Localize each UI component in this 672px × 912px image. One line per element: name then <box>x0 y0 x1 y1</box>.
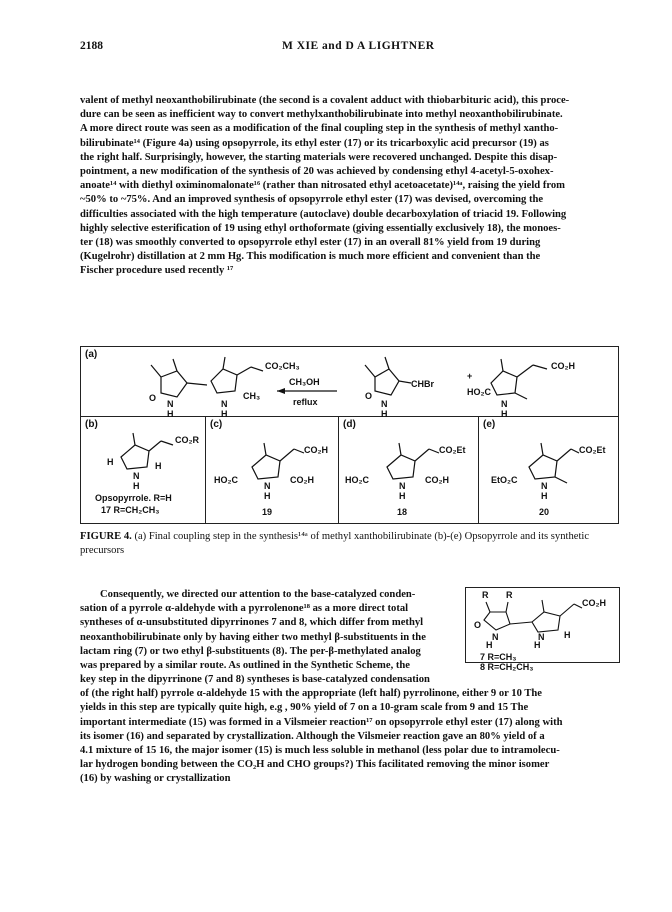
panel-label-a: (a) <box>85 349 98 360</box>
text-line: lar hydrogen bonding between the CO₂H and CHO groups?) This facilitated removing the minor isomer <box>80 759 550 771</box>
group-ch3: CH₃ <box>243 391 261 401</box>
dipyrrinone-structure <box>466 588 619 662</box>
substituent-r: R <box>506 590 513 600</box>
group-ho2c: HO₂C <box>214 475 238 485</box>
atom-h: H <box>381 409 388 417</box>
atom-h: H <box>486 640 493 650</box>
atom-n: N <box>541 481 548 491</box>
atom-h: H <box>221 409 228 417</box>
figure-caption <box>80 530 620 558</box>
text-line: sation of a pyrrole α-aldehyde with a pyrrolenone¹⁸ as a more direct total <box>80 603 409 615</box>
group-ho2c: HO₂C <box>467 387 491 397</box>
panel-label-e: (e) <box>483 419 496 430</box>
label-opsopyrrole: Opsopyrrole. R=H <box>95 493 172 503</box>
text-line: yields in this step are typically quite high, e.g , 90% yield of 7 on a 10-gram scale from 9 and 15 The <box>80 702 529 714</box>
text-line: (Kugelrohr) distillation at 2 mm Hg. This modification is much more efficient and convenient than the <box>80 251 541 263</box>
compound-19: 19 <box>262 507 273 517</box>
structure-opsopyrrole <box>81 417 206 523</box>
group-co2h: CO₂H <box>304 445 328 455</box>
text-line: important intermediate (15) was formed in a Vilsmeier reaction¹⁷ on opsopyrrole ethyl ester (17) along with <box>80 716 563 728</box>
panel-label-b: (b) <box>85 419 98 430</box>
atom-n: N <box>538 632 545 642</box>
scheme-a-structures <box>81 347 618 417</box>
atom-h: H <box>541 491 548 501</box>
caption-text: (a) Final coupling step in the synthesis¹⁴ᵃ of methyl xanthobilirubinate (b)-(e) Opsopyrrole and its synthetic precursors <box>80 531 590 556</box>
group-co2ch3: CO₂CH₃ <box>265 361 300 371</box>
atom-o: O <box>365 391 373 401</box>
group-co2h: CO₂H <box>290 475 314 485</box>
atom-o: O <box>149 393 157 403</box>
compound-18: 18 <box>397 507 408 517</box>
paragraph-2-narrow <box>80 588 458 673</box>
inset-structure-7-8 <box>465 587 620 672</box>
atom-n: N <box>264 481 271 491</box>
group-co2et: CO₂Et <box>579 445 606 455</box>
atom-h: H <box>264 491 271 501</box>
structure-18 <box>339 417 479 523</box>
text-line: its isomer (16) and separated by crystallization. Although the Vilsmeier reaction gave an 80% yield of a <box>80 730 545 742</box>
text-line: dure can be seen as inefficient way to convert methylxanthobilirubinate into methyl neoxanthobilirubinate. <box>80 109 563 121</box>
paragraph-2-full <box>80 673 620 787</box>
running-title: M XIE and D A LIGHTNER <box>282 40 435 52</box>
paragraph-1 <box>80 94 620 279</box>
group-co2h: CO₂H <box>582 598 606 608</box>
text-line: syntheses of α-unsubstituted dipyrrinones 7 and 8, which differ from methyl <box>80 617 424 629</box>
text-line: bilirubinate¹⁴ (Figure 4a) using opsopyrrole, its ethyl ester (17) or its tricarboxylic acid precursor (19) as <box>80 137 549 149</box>
atom-h: H <box>155 461 162 471</box>
text-line: A more direct route was seen as a modification of the final coupling step in the synthesis of methyl xantho- <box>80 123 559 135</box>
panel-a <box>81 347 618 417</box>
text-line: of (the right half) pyrrole α-aldehyde 15 with the appropriate (left half) pyrrolinone, either 9 or 10 The <box>80 688 543 700</box>
panel-b <box>81 417 206 523</box>
text-line: valent of methyl neoxanthobilirubinate (the second is a covalent adduct with thiobarbituric acid), this proce- <box>80 95 570 106</box>
text-line: the right half. Surprisingly, however, the starting materials were recovered unchanged. Despite this disap- <box>80 151 558 163</box>
text-line: Fischer procedure used recently ¹⁷ <box>80 265 234 277</box>
atom-h: H <box>133 481 140 491</box>
text-line: neoxanthobilirubinate only by having either two methyl β-substituents in the <box>80 631 426 643</box>
group-co2h: CO₂H <box>425 475 449 485</box>
compound-20: 20 <box>539 507 550 517</box>
text-line: anoate¹⁴ with diethyl oximinomalonate¹⁶ (rather than nitrosated ethyl acetoacetate)¹⁴ᵃ, raising the yield from <box>80 180 565 192</box>
atom-n: N <box>167 399 174 409</box>
group-co2h: CO₂H <box>551 361 575 371</box>
atom-h: H <box>399 491 406 501</box>
compound-17: 17 R=CH₂CH₃ <box>101 505 160 515</box>
compound-8: 8 R=CH₂CH₃ <box>480 662 534 672</box>
panel-e <box>479 417 618 523</box>
structure-19 <box>206 417 339 523</box>
atom-o: O <box>474 620 482 630</box>
text-line: lactam ring (7) or two ethyl β-substituents (8). The per-β-methylated analog <box>80 645 421 657</box>
substituent-r: R <box>482 590 489 600</box>
text-line: highly selective esterification of 19 using ethyl orthoformate (giving essentially exclusively 18), the monoes- <box>80 222 561 234</box>
group-eto2c: EtO₂C <box>491 475 518 485</box>
text-line: was prepared by a similar route. As outlined in the Synthetic Scheme, the <box>80 660 410 672</box>
text-line: Consequently, we directed our attention to the base-catalyzed conden- <box>100 589 416 600</box>
panel-d <box>339 417 479 523</box>
structure-20 <box>479 417 618 523</box>
atom-n: N <box>501 399 508 409</box>
panel-label-c: (c) <box>210 419 223 430</box>
atom-n: N <box>133 471 140 481</box>
atom-h: H <box>167 409 174 417</box>
compound-7: 7 R=CH₃ <box>480 652 517 662</box>
panel-label-d: (d) <box>343 419 356 430</box>
caption-label: FIGURE 4. <box>80 531 132 542</box>
plus-sign: + <box>467 371 473 381</box>
atom-n: N <box>381 399 388 409</box>
text-line: pointment, a new modification of the synthesis of 20 was achieved by condensing ethyl 4-acetyl-5-oxohex- <box>80 166 554 178</box>
page-number: 2188 <box>80 40 103 52</box>
group-co2et: CO₂Et <box>439 445 466 455</box>
group-chbr: CHBr <box>411 379 435 389</box>
text-line: 4.1 mixture of 15 16, the major isomer (15) is much less soluble in methanol (less polar due to intramolecu- <box>80 745 560 757</box>
text-line: (16) by washing or crystallization <box>80 773 231 785</box>
text-line: ~50% to ~75%. And an improved synthesis of opsopyrrole ethyl ester (17) was devised, overcoming the <box>80 194 544 206</box>
text-line: ter (18) was smoothly converted to opsopyrrole ethyl ester (17) in an overall 81% yield from 19 during <box>80 237 541 249</box>
atom-n: N <box>221 399 228 409</box>
text-line: key step in the dipyrrinone (7 and 8) syntheses is base-catalyzed condensation <box>80 674 430 685</box>
text-line: difficulties associated with the high temperature (autoclave) double decarboxylation of triacid 19. Following <box>80 208 567 220</box>
reagent-reflux: reflux <box>293 397 318 407</box>
atom-h: H <box>534 640 541 650</box>
atom-n: N <box>399 481 406 491</box>
group-ho2c: HO₂C <box>345 475 369 485</box>
reagent-ch3oh: CH₃OH <box>289 377 320 387</box>
atom-n: N <box>492 632 499 642</box>
group-co2r: CO₂R <box>175 435 199 445</box>
panel-c <box>206 417 339 523</box>
atom-h: H <box>107 457 114 467</box>
atom-h: H <box>501 409 508 417</box>
atom-h: H <box>564 630 571 640</box>
figure-4 <box>80 346 619 524</box>
